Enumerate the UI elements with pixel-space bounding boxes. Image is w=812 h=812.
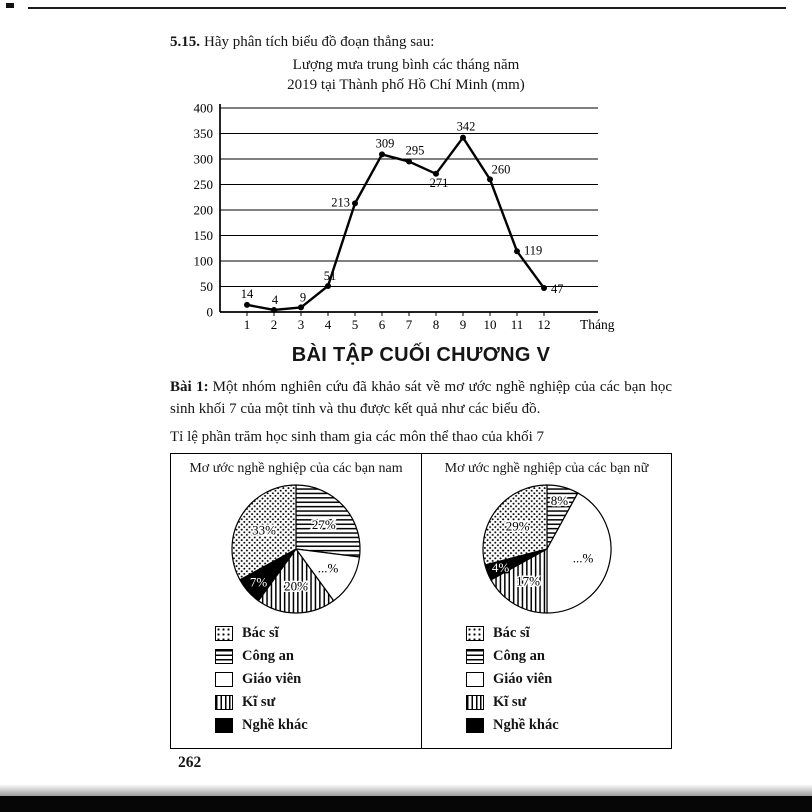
data-point [379,151,385,157]
legend-label: Công an [493,647,545,664]
x-tick-label: 6 [378,316,386,332]
data-point-label: 51 [323,268,337,283]
y-tick-label: 0 [206,304,213,319]
pie-slice-label: 33% [252,522,276,538]
white-pattern-swatch [215,672,233,687]
legend-item [215,694,417,711]
line-chart-title-line1: Lượng mưa trung bình các tháng năm [292,57,520,73]
x-tick-label: 11 [510,316,524,332]
data-point-label: 271 [429,175,449,190]
exercise-5-15 [170,34,672,51]
legend-label: Công an [242,647,294,664]
y-tick-label: 300 [193,151,213,166]
pie-slice-label: 8% [550,492,568,508]
pie-charts-subtitle: Tỉ lệ phần trăm học sinh tham gia các môn thể thao của khối 7 [170,428,545,445]
scan-shadow-bottom [0,784,812,796]
data-point-label: 47 [551,281,564,296]
legend-label: Bác sĩ [493,624,530,641]
x-tick-label: 3 [297,316,305,332]
pie-panel-nam [171,454,421,748]
hstripes-pattern-swatch [466,649,484,664]
legend-label: Nghề khác [242,716,308,733]
line-chart-title-line2: 2019 tại Thành phố Hồ Chí Minh (mm) [287,77,525,94]
hstripes-pattern-swatch [215,649,233,664]
data-point [352,200,358,206]
scan-speck [6,3,14,8]
legend-label: Kĩ sư [242,693,276,710]
legend-item [466,625,667,642]
x-tick-label: 5 [351,316,359,332]
pie-slice-label: 27% [311,516,336,532]
dots-pattern-swatch [466,626,484,641]
pie-charts-box [170,453,672,749]
legend-nu [466,625,667,734]
x-tick-label: 12 [537,316,551,332]
x-axis-title: Tháng [580,316,615,332]
legend-item [215,717,417,734]
pie-slice-label: 20% [284,578,308,594]
legend-item [466,694,667,711]
pie-slice-label: 7% [249,574,268,589]
data-point [460,134,466,140]
data-point-label: 213 [331,194,350,209]
legend-item [215,648,417,665]
data-point [298,304,304,310]
x-tick-label: 2 [270,316,278,332]
pie-chart-nu [442,479,652,619]
pie-panel-nu [421,454,671,748]
y-tick-label: 150 [193,227,213,243]
data-point [541,285,547,291]
data-point [244,301,250,307]
exercise-number: 5.15. [170,34,200,50]
data-point-label: 309 [375,135,395,150]
legend-label: Giáo viên [242,670,302,687]
y-tick-label: 100 [193,253,213,268]
pie-slice-label: ...% [572,550,593,566]
legend-item [466,717,667,734]
pie-slice-label: 29% [505,518,530,534]
data-point-label: 14 [240,286,254,301]
data-point-label: 119 [524,242,543,257]
problem-1-text: Một nhóm nghiên cứu đã khảo sát về mơ ước nghề nghiệp của các bạn học sinh khối 7 của một tỉnh và thu được kết quả như các biểu đồ. [170,378,672,417]
y-tick-label: 50 [200,278,213,294]
x-tick-label: 7 [405,316,413,332]
data-point [487,176,493,182]
chapter-heading: BÀI TẬP CUỐI CHƯƠNG V [291,343,551,366]
x-tick-label: 9 [459,316,467,332]
problem-1 [170,376,672,421]
dots-pattern-swatch [215,626,233,641]
legend-item [466,671,667,688]
y-tick-label: 400 [193,100,213,115]
pie-title-nu: Mơ ước nghề nghiệp của các bạn nữ [444,460,649,476]
black-pattern-swatch [466,718,484,733]
legend-item [466,648,667,665]
data-point [325,282,331,288]
page-number: 262 [178,754,202,771]
y-tick-label: 350 [193,125,213,141]
legend-nam [215,625,417,734]
black-pattern-swatch [215,718,233,733]
page-content [170,34,672,749]
pie-title-nam: Mơ ước nghề nghiệp của các bạn nam [189,460,403,476]
x-tick-label: 10 [483,316,497,332]
pie-slice-label: ...% [317,559,339,575]
pie-slice-label: 17% [515,573,540,588]
exercise-text: Hãy phân tích biểu đồ đoạn thẳng sau: [204,34,435,50]
y-tick-label: 250 [193,176,213,192]
vstripes-pattern-swatch [466,695,484,710]
legend-item [215,671,417,688]
rainfall-line-chart [172,98,642,338]
data-point-label: 4 [271,292,279,307]
data-point-label: 9 [299,289,307,304]
white-pattern-swatch [466,672,484,687]
data-point [406,158,412,164]
x-tick-label: 8 [432,316,440,332]
y-tick-label: 200 [193,202,213,217]
data-point [271,306,277,312]
data-point [514,248,520,254]
legend-label: Bác sĩ [242,624,279,641]
x-tick-label: 4 [324,316,332,332]
problem-1-label: Bài 1: [170,378,209,395]
scan-artifact-bottom-bar [0,796,812,812]
line-chart-title [186,55,626,96]
data-point-label: 342 [456,119,476,134]
pie-slice-label: 4% [491,559,509,575]
data-point-label: 295 [405,143,425,158]
legend-label: Kĩ sư [493,693,527,710]
legend-item [215,625,417,642]
vstripes-pattern-swatch [215,695,233,710]
data-point-label: 260 [491,161,511,176]
legend-label: Giáo viên [493,670,553,687]
x-tick-label: 1 [243,316,251,332]
legend-label: Nghề khác [493,716,559,733]
scan-artifact-top-line [28,7,786,9]
pie-chart-nam [191,479,401,619]
